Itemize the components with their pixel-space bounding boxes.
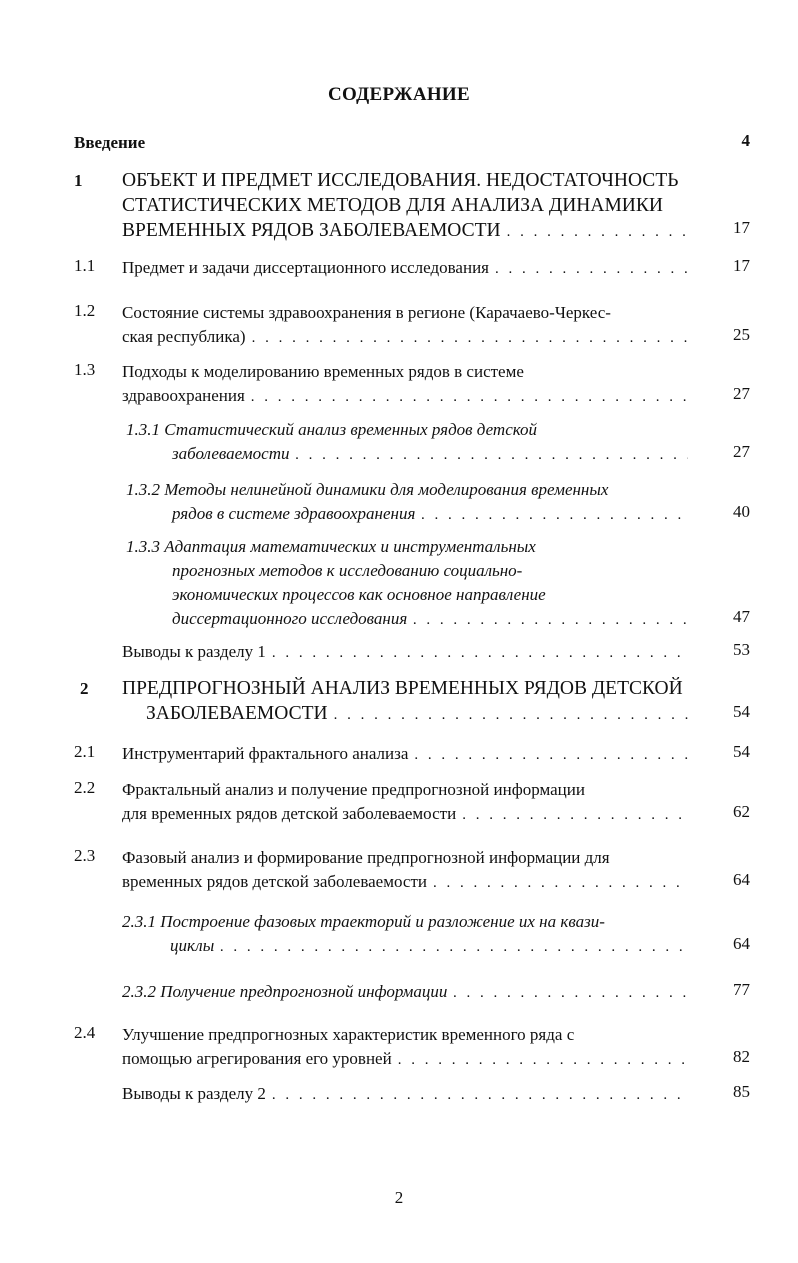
toc-page-number: 27 (733, 384, 750, 403)
toc-page-number: 17 (733, 218, 750, 237)
toc-entry-title: циклы (170, 936, 215, 955)
toc-entry-line: ОБЪЕКТ И ПРЕДМЕТ ИССЛЕДОВАНИЯ. НЕДОСТАТОЧНОСТЬ (122, 170, 679, 191)
toc-entry-title: 2.3.2 Получение предпрогнозной информации (122, 982, 448, 1001)
leader-dots (251, 385, 688, 409)
toc-entry-title: ВРЕМЕННЫХ РЯДОВ ЗАБОЛЕВАЕМОСТИ (122, 220, 501, 241)
toc-entry-line: прогнозных методов к исследованию социально- (172, 561, 523, 580)
leader-dots (453, 981, 688, 1005)
toc-entry-line: 2.3.1 Построение фазовых траекторий и разложение их на квази- (122, 912, 605, 931)
toc-entry-title: Инструментарий фрактального анализа (122, 744, 409, 763)
leader-dots (272, 641, 688, 665)
toc-number: 2.1 (74, 742, 96, 761)
leader-dots (252, 326, 688, 350)
toc-page-number: 25 (733, 325, 750, 344)
toc-entry-title: помощью агрегирования его уровней (122, 1049, 392, 1068)
toc-page-number: 64 (733, 934, 750, 953)
toc-entry-line: ПРЕДПРОГНОЗНЫЙ АНАЛИЗ ВРЕМЕННЫХ РЯДОВ ДЕТСКОЙ (122, 678, 683, 699)
leader-dots (272, 1083, 688, 1107)
toc-entry-line: экономических процессов как основное направление (172, 585, 546, 604)
toc-entry-line: Фазовый анализ и формирование предпрогнозной информации для (122, 848, 610, 867)
toc-entry-title: рядов в системе здравоохранения (172, 504, 416, 523)
toc-number: 1 (74, 171, 83, 190)
toc-entry-line: 1.3.3 Адаптация математических и инструментальных (126, 537, 536, 556)
leader-dots (398, 1048, 688, 1072)
toc-page-number: 62 (733, 802, 750, 821)
toc-number: 1.3 (74, 360, 96, 379)
toc-page-number: 47 (733, 607, 750, 626)
toc-page-number: 54 (733, 742, 750, 761)
toc-entry-title: Выводы к разделу 1 (122, 642, 266, 661)
toc-entry-title: заболеваемости (172, 444, 290, 463)
toc-entry-line: 1.3.1 Статистический анализ временных рядов детской (126, 420, 538, 439)
leader-dots (507, 220, 688, 245)
leader-dots (413, 608, 688, 632)
toc-number: 1.2 (74, 301, 96, 320)
toc-entry-line: Улучшение предпрогнозных характеристик временного ряда с (122, 1025, 575, 1044)
page-footer-number: 2 (394, 1188, 404, 1207)
toc-page-number: 17 (733, 256, 750, 275)
leader-dots (421, 503, 688, 527)
toc-entry-title: здравоохранения (122, 386, 245, 405)
toc-entry-title: Предмет и задачи диссертационного исследования (122, 258, 489, 277)
leader-dots (220, 935, 688, 959)
toc-entry-line: Подходы к моделированию временных рядов в системе (122, 362, 524, 381)
toc-page-number: 54 (733, 702, 750, 721)
leader-dots (295, 443, 688, 467)
toc-page-number: 64 (733, 870, 750, 889)
toc-entry-title: диссертационного исследования (172, 609, 408, 628)
toc-entry-line: Состояние системы здравоохранения в регионе (Карачаево-Черкес- (122, 303, 611, 322)
toc-page-number: 40 (733, 502, 750, 521)
toc-page-number: 4 (741, 131, 750, 150)
toc-entry-title: Введение (74, 133, 146, 152)
toc-entry-title: ская республика) (122, 327, 246, 346)
toc-number: 1.1 (74, 256, 96, 275)
toc-number: 2.4 (74, 1023, 96, 1042)
page-title: СОДЕРЖАНИЕ (328, 84, 470, 105)
leader-dots (495, 257, 688, 281)
toc-entry-title: временных рядов детской заболеваемости (122, 872, 427, 891)
toc-number: 2.2 (74, 778, 96, 797)
toc-entry-line: Фрактальный анализ и получение предпрогнозной информации (122, 780, 585, 799)
toc-page-number: 27 (733, 442, 750, 461)
leader-dots (433, 871, 688, 895)
toc-number: 2 (80, 679, 89, 698)
leader-dots (462, 803, 688, 827)
toc-entry-title: Выводы к разделу 2 (122, 1084, 266, 1103)
toc-entry-line: 1.3.2 Методы нелинейной динамики для моделирования временных (126, 480, 609, 499)
leader-dots (414, 743, 688, 767)
toc-number: 2.3 (74, 846, 96, 865)
toc-page-number: 53 (733, 640, 750, 659)
toc-page-number: 77 (733, 980, 750, 999)
toc-entry-title: ЗАБОЛЕВАЕМОСТИ (146, 703, 328, 724)
toc-page-number: 85 (733, 1082, 750, 1101)
toc-page-number: 82 (733, 1047, 750, 1066)
toc-entry-line: СТАТИСТИЧЕСКИХ МЕТОДОВ ДЛЯ АНАЛИЗА ДИНАМИКИ (122, 195, 663, 216)
leader-dots (334, 703, 688, 728)
toc-entry-title: для временных рядов детской заболеваемости (122, 804, 457, 823)
